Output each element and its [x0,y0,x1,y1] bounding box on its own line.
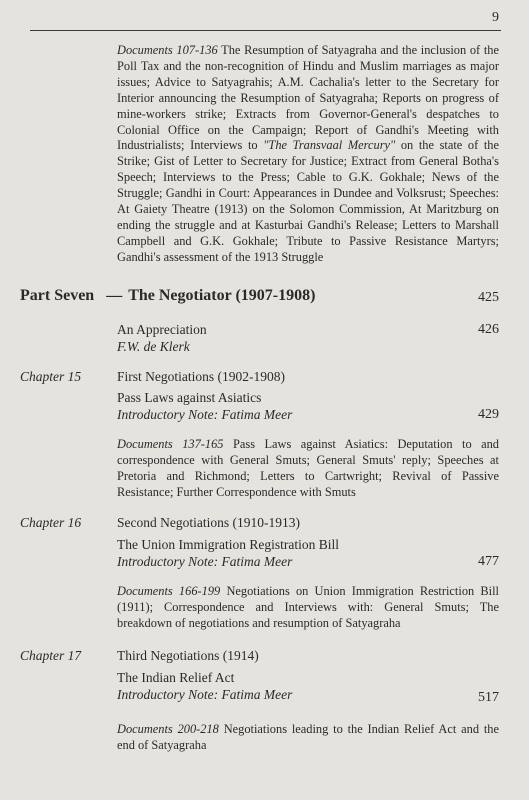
documents-text: Negotiations on Union Immigration Restriction Bill (1911); Correspondence and Interviews with: General Smuts; The breakdown of negotiations and resumption of Satyagraha [117,584,499,630]
chapter-16-subtitle: The Union Immigration Registration Bill [117,537,339,552]
chapter-16-title: Second Negotiations (1910-1913) [117,515,300,530]
appreciation-author: F.W. de Klerk [117,339,190,354]
part-label: Part Seven [20,287,95,304]
chapter-16-label: Chapter 16 [20,515,82,530]
chapter-17-title: Third Negotiations (1914) [117,648,259,663]
part-seven-heading [20,287,315,305]
chapter-17-documents [117,722,499,754]
chapter-17-page: 517 [478,690,499,705]
appreciation-title: An Appreciation [117,322,207,337]
chapter-17-note: Introductory Note: Fatima Meer [117,687,293,702]
chapter-15-label: Chapter 15 [20,369,82,384]
chapter-15-subtitle: Pass Laws against Asiatics [117,390,262,405]
chapter-16-documents [117,584,499,632]
documents-ref: Documents 107-136 [117,43,218,57]
part-title: The Negotiator (1907-1908) [128,287,316,304]
page-number: 9 [492,10,499,25]
part-dash: — [106,287,123,304]
chapter-15-note: Introductory Note: Fatima Meer [117,407,293,422]
documents-text: Negotiations leading to the Indian Relief Act and the end of Satyagraha [117,722,499,752]
documents-ref: Documents 137-165 [117,437,224,451]
documents-107-136-summary [117,43,499,266]
chapter-15-documents [117,437,499,501]
header-rule [30,30,501,31]
documents-ref: Documents 200-218 [117,722,219,736]
documents-text: Pass Laws against Asiatics: Deputation to and correspondence with General Smuts; General Smuts' reply; Speeches at Pretoria and Richmond; Letters to Cartwright; Revival of Passive Resistance; Further Correspondence with Smuts [117,437,499,499]
part-seven-page: 425 [478,290,499,305]
chapter-15-title: First Negotiations (1902-1908) [117,369,285,384]
chapter-15-page: 429 [478,407,499,422]
summary-text: The Resumption of Satyagraha and the inclusion of the Poll Tax and the non-recognition of Hindu and Muslim marriages as major issues; Advice to Satyagrahis; A.M. Cachalia's letter to the Secretary for Interior announcing the Resumption of Satyagraha; Reports on progress of mine-workers strike; Extracts from Governor-General's despatches to Colonial Office on the Campaign; Report of Gandhi's Meeting with Industrialists; Interviews to [117,43,499,153]
documents-ref: Documents 166-199 [117,584,221,598]
chapter-17-subtitle: The Indian Relief Act [117,670,235,685]
newspaper-title: "The Transvaal Mercury" [263,138,396,153]
chapter-17-label: Chapter 17 [20,648,82,663]
summary-text: on the state of the Strike; Gist of Letter to Secretary for Justice; Extract from General Botha's Speech; Interviews to the Press; Cable to G.K. Gokhale; News of the Struggle; Gandhi in Court: Appearances in Dundee and Volksrust; Speeches: At Gaiety Theatre (1913) on the Solomon Commission, At Maritzburg on ending the struggle and at Kasturbai Gandhi's Release; Letters to Marshall Campbell and G.K. Gokhale; Tribute to Passive Resistance Martyrs; Gandhi's assessment of the 1913 Struggle [117,138,499,264]
chapter-16-page: 477 [478,554,499,569]
chapter-16-note: Introductory Note: Fatima Meer [117,554,293,569]
appreciation-page: 426 [478,322,499,337]
